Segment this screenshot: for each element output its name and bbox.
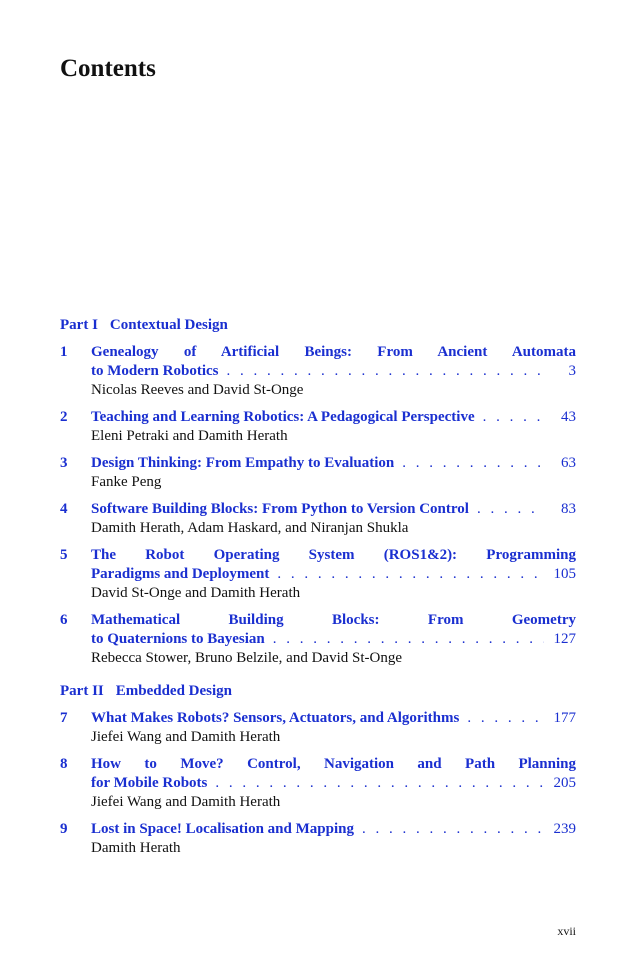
chapter-authors: Eleni Petraki and Damith Herath [91, 428, 288, 444]
dot-leader [277, 565, 544, 584]
chapter-title-line[interactable]: What Makes Robots? Sensors, Actuators, and Algorithms [91, 710, 460, 726]
page-folio: xvii [557, 924, 576, 938]
toc-entry[interactable] [60, 755, 576, 812]
page-number[interactable]: 105 [553, 566, 576, 582]
part-label: Part II [60, 683, 104, 699]
page-number[interactable]: 127 [553, 631, 576, 647]
part-name: Contextual Design [109, 317, 228, 333]
toc-entry[interactable] [60, 408, 576, 446]
chapter-title-line[interactable]: How to Move? Control, Navigation and Path Planning [91, 756, 576, 772]
chapter-authors: Nicolas Reeves and David St-Onge [91, 382, 304, 398]
chapter-authors: Rebecca Stower, Bruno Belzile, and David St-Onge [91, 650, 402, 666]
toc-entry[interactable] [60, 454, 576, 492]
page-number[interactable]: 205 [553, 775, 576, 791]
chapter-title-line[interactable]: Teaching and Learning Robotics: A Pedagogical Perspective [91, 409, 475, 425]
chapter-authors: Damith Herath, Adam Haskard, and Niranjan Shukla [91, 520, 409, 536]
chapter-title-line[interactable]: Lost in Space! Localisation and Mapping [91, 821, 354, 837]
dot-leader [362, 820, 544, 839]
chapter-authors: David St-Onge and Damith Herath [91, 585, 301, 601]
dot-leader [483, 408, 544, 427]
chapter-title-line[interactable]: Mathematical Building Blocks: From Geometry [91, 612, 576, 628]
dot-leader [215, 774, 544, 793]
toc-entry[interactable] [60, 546, 576, 603]
chapter-title-line[interactable]: Paradigms and Deployment [91, 566, 270, 582]
dot-leader [467, 709, 544, 728]
chapter-title-line[interactable]: for Mobile Robots [91, 775, 208, 791]
toc-entry[interactable] [60, 709, 576, 747]
toc-entry[interactable] [60, 343, 576, 400]
chapter-number: 4 [60, 501, 68, 517]
chapter-number: 9 [60, 821, 68, 837]
chapter-authors: Damith Herath [91, 840, 181, 856]
page-number[interactable]: 177 [553, 710, 576, 726]
toc-entry[interactable] [60, 820, 576, 858]
chapter-number: 2 [60, 409, 68, 425]
page-number[interactable]: 239 [553, 821, 576, 837]
chapter-title-line[interactable]: to Modern Robotics [91, 363, 219, 379]
part-name: Embedded Design [115, 683, 233, 699]
dot-leader [227, 362, 545, 381]
chapter-title-line[interactable]: Genealogy of Artificial Beings: From Ancient Automata [91, 344, 576, 360]
page-title: Contents [60, 55, 156, 82]
chapter-number: 7 [60, 710, 68, 726]
dot-leader [273, 630, 544, 649]
chapter-number: 8 [60, 756, 68, 772]
dot-leader [402, 454, 544, 473]
toc-entry[interactable] [60, 500, 576, 538]
dot-leader [477, 500, 544, 519]
part-heading[interactable] [60, 682, 576, 701]
page-number[interactable]: 83 [561, 501, 576, 517]
chapter-title-line[interactable]: Software Building Blocks: From Python to Version Control [91, 501, 469, 517]
chapter-title-line[interactable]: Design Thinking: From Empathy to Evaluation [91, 455, 395, 471]
chapter-authors: Fanke Peng [91, 474, 162, 490]
chapter-title-line[interactable]: to Quaternions to Bayesian [91, 631, 265, 647]
chapter-number: 1 [60, 344, 68, 360]
part-label: Part I [60, 317, 98, 333]
chapter-title-line[interactable]: The Robot Operating System (ROS1&2): Programming [91, 547, 576, 563]
chapter-number: 6 [60, 612, 68, 628]
page-number[interactable]: 3 [568, 363, 576, 379]
toc-entry[interactable] [60, 611, 576, 668]
page-number[interactable]: 43 [561, 409, 576, 425]
part-heading[interactable] [60, 316, 576, 335]
page-number[interactable]: 63 [561, 455, 576, 471]
chapter-number: 3 [60, 455, 68, 471]
chapter-authors: Jiefei Wang and Damith Herath [91, 729, 281, 745]
chapter-authors: Jiefei Wang and Damith Herath [91, 794, 281, 810]
table-of-contents [60, 316, 576, 866]
chapter-number: 5 [60, 547, 68, 563]
